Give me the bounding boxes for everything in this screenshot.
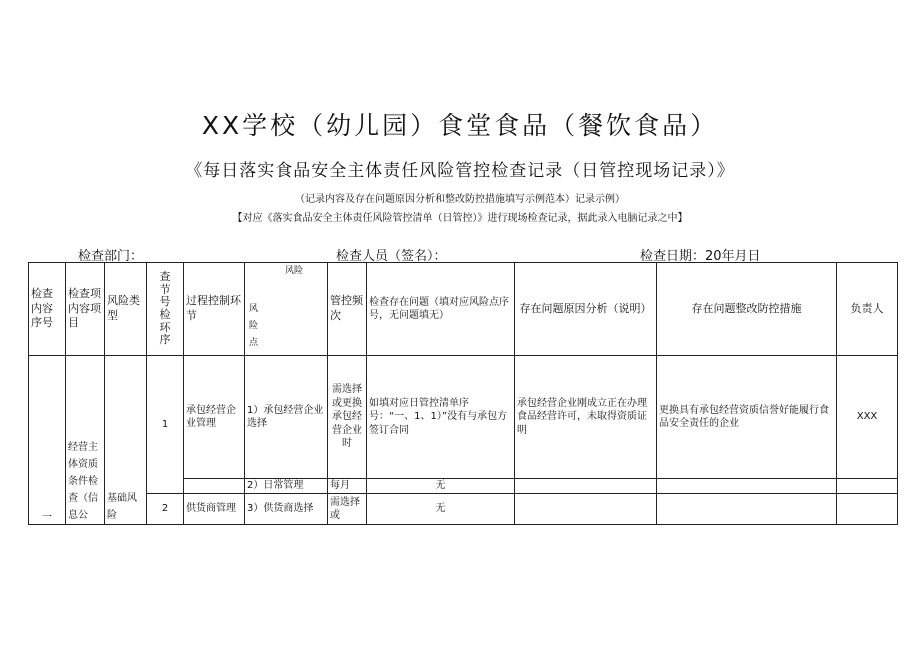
header-freq: 管控频次	[328, 263, 367, 356]
row-2-issue: 无	[367, 479, 515, 494]
header-seq: 检查内容序号	[29, 263, 66, 356]
inspect-date-label: 检查日期：20年月日	[640, 249, 761, 264]
row-2-fix	[657, 479, 837, 494]
row-1-point: 1）承包经营企业选择	[245, 356, 328, 479]
header-item: 检查项内容项目	[66, 263, 105, 356]
row-2-freq: 每月	[328, 479, 367, 494]
row-3-no: 2	[147, 494, 184, 525]
header-risk-point	[245, 263, 328, 356]
row-2-cause	[515, 479, 657, 494]
row-1-freq: 需选择或更换承包经营企业时	[328, 356, 367, 479]
row-seq: 一	[29, 356, 66, 525]
row-3-process: 供货商管理	[184, 494, 245, 525]
header-row	[29, 263, 898, 356]
row-1-fix: 更换具有承包经营资质信誉好能履行食品安全责任的企业	[657, 356, 837, 479]
row-1-issue: 如填对应日管控清单序号：“一、1、1）”没有与承包方签订合同	[367, 356, 515, 479]
row-1-no: 1	[147, 356, 184, 494]
row-3-point: 3）供货商选择	[245, 494, 328, 525]
row-2-process	[184, 479, 245, 494]
row-1-cause: 承包经营企业刚成立正在办理食品经营许可，未取得资质证明	[515, 356, 657, 479]
header-fix: 存在问题整改防控措施	[657, 263, 837, 356]
row-2-owner	[837, 479, 898, 494]
header-risk-type: 风险类型	[105, 263, 147, 356]
header-owner: 负责人	[837, 263, 898, 356]
row-3-issue: 无	[367, 494, 515, 525]
header-link-no: 查节号检环序	[147, 263, 184, 356]
row-3-fix	[657, 494, 837, 525]
row-3-freq: 需选择或	[328, 494, 367, 525]
row-item: 经营主体资质条件检查（信息公	[66, 356, 105, 525]
row-1-process: 承包经营企业管理	[184, 356, 245, 479]
header-risk-top: 风险	[285, 266, 304, 276]
row-3-owner	[837, 494, 898, 525]
note-example: （记录内容及存在问题原因分析和整改防控措施填写示例范本）记录示例）	[295, 194, 625, 205]
header-process: 过程控制环节	[184, 263, 245, 356]
page-title: XX学校（幼儿园）食堂食品（餐饮食品）	[201, 111, 719, 140]
header-issue: 检查存在问题（填对应风险点序号，无问题填无）	[367, 263, 515, 356]
page-subtitle: 《每日落实食品安全主体责任风险管控检查记录（日管控现场记录）》	[185, 161, 735, 181]
row-1-owner: XXX	[837, 356, 898, 479]
inspection-record-table	[28, 262, 898, 525]
row-3-cause	[515, 494, 657, 525]
note-instruction: 【对应《落实食品安全主体责任风险管控清单（日管控）》进行现场检查记录，据此录入电脑记录之中】	[232, 213, 688, 224]
header-cause: 存在问题原因分析（说明）	[515, 263, 657, 356]
table-row	[29, 356, 898, 479]
inspect-dept-label: 检查部门：	[78, 249, 144, 264]
table-row	[29, 494, 898, 525]
row-2-point: 2）日常管理	[245, 479, 328, 494]
header-risk-point-label: 风险点	[249, 304, 259, 349]
row-risk-type: 基础风险	[105, 356, 147, 525]
inspector-signature-label: 检查人员（签名）：	[336, 249, 447, 264]
